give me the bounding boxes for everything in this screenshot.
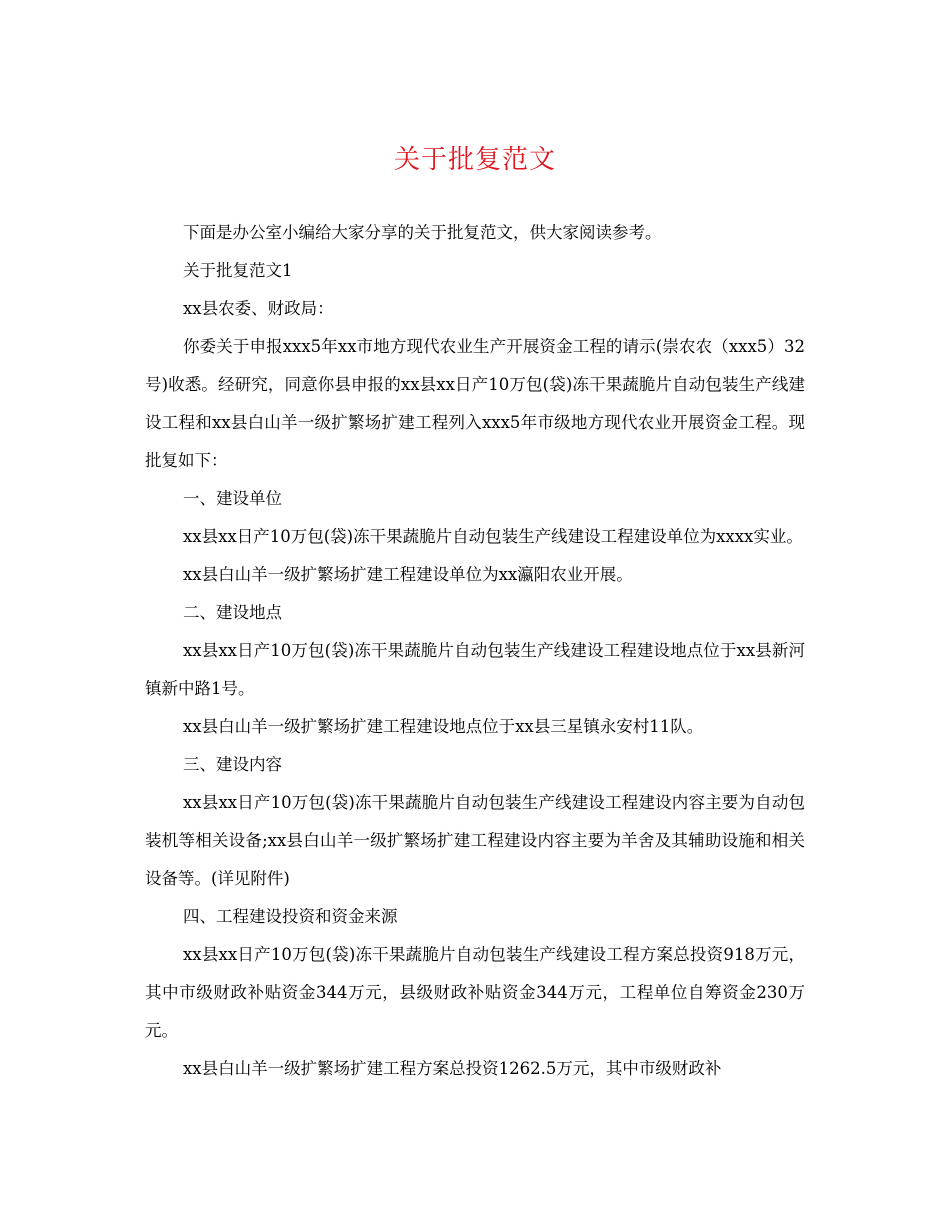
subsection-heading: 一、建设单位 xyxy=(183,489,282,508)
subsection-heading: 二、建设地点 xyxy=(183,603,282,622)
body-paragraph: xx县xx日产10万包(袋)冻干果蔬脆片自动包装生产线建设工程建设单位为xxxx实业。 xyxy=(183,527,803,546)
body-paragraph: xx县白山羊一级扩繁场扩建工程建设单位为xx瀛阳农业开展。 xyxy=(183,565,633,584)
body-paragraph: xx县xx日产10万包(袋)冻干果蔬脆片自动包装生产线建设工程建设内容主要为自动包装机等相关设备;xx县白山羊一级扩繁场扩建工程建设内容主要为羊舍及其辅助设施和相关设备等。(详见附件) xyxy=(145,793,805,888)
addressee-line: xx县农委、财政局： xyxy=(183,299,334,318)
intro-paragraph: 下面是办公室小编给大家分享的关于批复范文，供大家阅读参考。 xyxy=(183,223,662,242)
document-title: 关于批复范文 xyxy=(393,145,556,175)
body-paragraph: 你委关于申报xxx5年xx市地方现代农业生产开展资金工程的请示(崇农农（xxx5）32号)收悉。经研究，同意你县申报的xx县xx日产10万包(袋)冻干果蔬脆片自动包装生产线建设工程和xx县白山羊一级扩繁场扩建工程列入xxx5年市级地方现代农业开展资金工程。现批复如下： xyxy=(145,337,805,470)
body-paragraph: xx县白山羊一级扩繁场扩建工程建设地点位于xx县三星镇永安村11队。 xyxy=(183,717,704,736)
body-paragraph: xx县xx日产10万包(袋)冻干果蔬脆片自动包装生产线建设工程建设地点位于xx县新河镇新中路1号。 xyxy=(145,641,805,698)
body-paragraph: xx县xx日产10万包(袋)冻干果蔬脆片自动包装生产线建设工程方案总投资918万元，其中市级财政补贴资金344万元，县级财政补贴资金344万元，工程单位自筹资金230万元。 xyxy=(145,945,805,1040)
section-heading: 关于批复范文1 xyxy=(183,261,293,280)
document-body xyxy=(145,214,805,1088)
subsection-heading: 四、工程建设投资和资金来源 xyxy=(183,907,398,926)
body-paragraph: xx县白山羊一级扩繁场扩建工程方案总投资1262.5万元，其中市级财政补 xyxy=(183,1059,722,1078)
subsection-heading: 三、建设内容 xyxy=(183,755,282,774)
